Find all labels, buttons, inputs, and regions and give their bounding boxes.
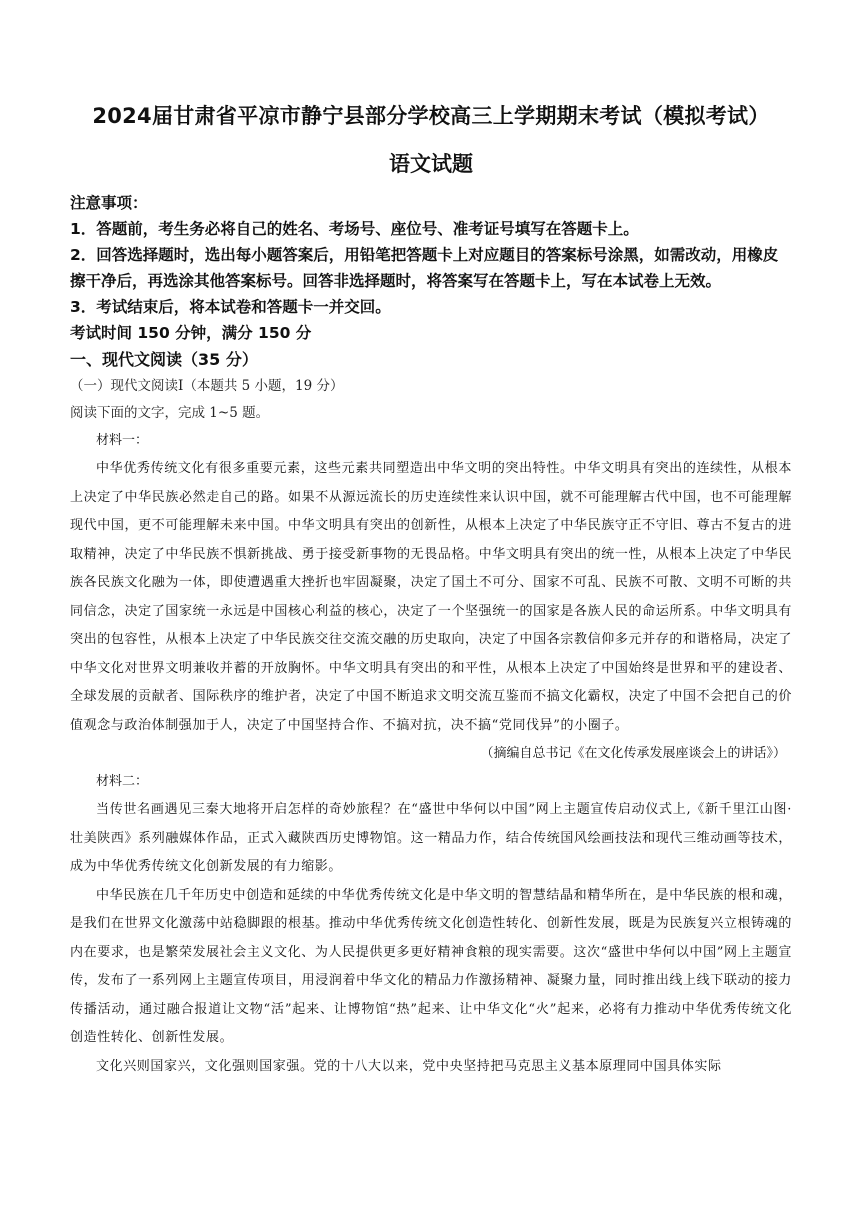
document-subtitle: 语文试题 <box>389 152 473 176</box>
material-2-paragraph-3: 文化兴则国家兴，文化强则国家强。党的十八大以来，党中央坚持把马克思主义基本原理同中国具体实际 <box>96 1058 722 1074</box>
notice-heading: 注意事项： <box>70 194 148 212</box>
notice-item-3: 3．考试结束后，将本试卷和答题卡一并交回。 <box>70 298 391 316</box>
material-2-label: 材料二： <box>96 774 149 789</box>
material-1-source: （摘编自总书记《在文化传承发展座谈会上的讲话》） <box>480 746 786 761</box>
material-2-paragraph-1: 当传世名画遇见三秦大地将开启怎样的奇妙旅程？在“盛世中华何以中国”网上主题宣传启动仪式上,《新千里江山图·壮美陕西》系列融媒体作品，正式入藏陕西历史博物馆。这一精品力作，结合传统国风绘画技法和现代三维动画等技术，成为中华优秀传统文化创新发展的有力缩影。 <box>70 802 792 874</box>
notice-item-2: 2．回答选择题时，选出每小题答案后，用铅笔把答题卡上对应题目的答案标号涂黑，如需改动，用橡皮擦干净后，再选涂其他答案标号。回答非选择题时，将答案写在答题卡上，写在本试卷上无效。 <box>70 246 779 290</box>
material-1-text: 中华优秀传统文化有很多重要元素，这些元素共同塑造出中华文明的突出特性。中华文明具有突出的连续性，从根本上决定了中华民族必然走自己的路。如果不从源远流长的历史连续性来认识中国，就不可能理解古代中国，也不可能理解现代中国，更不可能理解未来中国。中华文明具有突出的创新性，从根本上决定了中华民族守正不守旧、尊古不复古的进取精神，决定了中华民族不惧新挑战、勇于接受新事物的无畏品格。中华文明具有突出的统一性，从根本上决定了中华民族各民族文化融为一体，即使遭遇重大挫折也牢固凝聚，决定了国土不可分、国家不可乱、民族不可散、文明不可断的共同信念，决定了国家统一永远是中国核心利益的核心，决定了一个坚强统一的国家是各族人民的命运所系。中华文明具有突出的包容性，从根本上决定了中华民族交往交流交融的历史取向，决定了中国各宗教信仰多元并存的和谐格局，决定了中华文化对世界文明兼收并蓄的开放胸怀。中华文明具有突出的和平性，从根本上决定了中国始终是世界和平的建设者、全球发展的贡献者、国际秩序的维护者，决定了中国不断追求文明交流互鉴而不搞文化霸权，决定了中国不会把自己的价值观念与政治体制强加于人，决定了中国坚持合作、不搞对抗，决不搞“党同伐异”的小圈子。 <box>70 461 792 733</box>
exam-time: 考试时间 150 分钟，满分 150 分 <box>70 324 312 342</box>
document-title: 2024届甘肃省平凉市静宁县部分学校高三上学期期末考试（模拟考试） <box>92 104 770 128</box>
material-2-paragraph-2: 中华民族在几千年历史中创造和延续的中华优秀传统文化是中华文明的智慧结晶和精华所在，是中华民族的根和魂，是我们在世界文化激荡中站稳脚跟的根基。推动中华优秀传统文化创造性转化、创新性发展，既是为民族复兴立根铸魂的内在要求，也是繁荣发展社会主义文化、为人民提供更多更好精神食粮的现实需要。这次“盛世中华何以中国”网上主题宣传，发布了一系列网上主题宣传项目，用浸润着中华文化的精品力作激扬精神、凝聚力量，同时推出线上线下联动的接力传播活动，通过融合报道让文物“活”起来、让博物馆“热”起来、让中华文化“火”起来，必将有力推动中华优秀传统文化创造性转化、创新性发展。 <box>70 887 792 1045</box>
notice-item-1: 1．答题前，考生务必将自己的姓名、考场号、座位号、准考证号填写在答题卡上。 <box>70 220 639 238</box>
reading-instruction: 阅读下面的文字，完成 1~5 题。 <box>70 405 270 421</box>
material-1-label: 材料一： <box>96 433 149 448</box>
subsection-heading: （一）现代文阅读Ⅰ（本题共 5 小题，19 分） <box>70 378 344 394</box>
section-heading: 一、现代文阅读（35 分） <box>70 350 258 369</box>
